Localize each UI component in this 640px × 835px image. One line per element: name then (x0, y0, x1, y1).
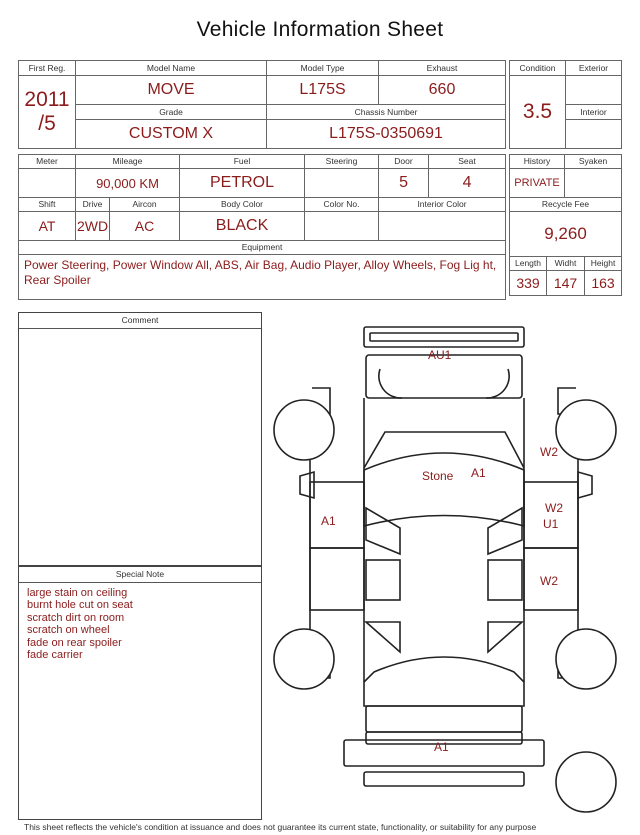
condition-score: 3.5 (510, 76, 566, 149)
mark-right-rear: W2 (540, 574, 558, 588)
comment-text (19, 329, 261, 337)
door-value: 5 (379, 169, 429, 198)
spec-table (18, 60, 506, 300)
rear-hatch-outline (364, 657, 524, 706)
special-note-item: fade carrier (27, 649, 83, 662)
fuel-value: PETROL (180, 169, 305, 198)
length-label: Length (510, 257, 547, 271)
mark-right-door-b: U1 (543, 517, 559, 531)
color-no-label: Color No. (305, 198, 379, 212)
special-note-item: scratch dirt on room (27, 611, 125, 624)
history-value: PRIVATE (510, 169, 565, 198)
special-note-item: scratch on wheel (27, 624, 110, 637)
mark-right-door-a: W2 (545, 501, 563, 515)
special-note-item: fade on rear spoiler (27, 636, 122, 649)
interior-color-value (379, 212, 506, 241)
color-no-value (305, 212, 379, 241)
length-value: 339 (510, 271, 547, 296)
special-note-item: burnt hole cut on seat (27, 599, 133, 612)
drive-label: Drive (76, 198, 110, 212)
disclaimer-footer: This sheet reflects the vehicle's condition at issuance and does not guarantee its current state, functionality, or suitability for any purpose (24, 822, 537, 832)
first-reg-year: 2011 (24, 88, 70, 111)
body-color-value: BLACK (180, 212, 305, 241)
mileage-value: 90,000 KM (76, 169, 180, 198)
width-value: 147 (547, 271, 585, 296)
mark-front: AU1 (428, 348, 452, 362)
syaken-label: Syaken (565, 155, 622, 169)
seat-value: 4 (429, 169, 506, 198)
comment-box (18, 312, 262, 566)
mark-roof-stone: Stone (422, 469, 454, 483)
exterior-value (566, 76, 622, 105)
door-label: Door (379, 155, 429, 169)
fuel-label: Fuel (180, 155, 305, 169)
equipment-value: Power Steering, Power Window All, ABS, Air Bag, Audio Player, Alloy Wheels, Fog Lig ht, Rear Spoiler (19, 255, 506, 300)
page-title: Vehicle Information Sheet (196, 18, 444, 41)
special-note-item: large stain on ceiling (27, 587, 128, 599)
shift-value: AT (19, 212, 76, 241)
interior-color-label: Interior Color (379, 198, 506, 212)
rear-right-wheel (556, 629, 616, 689)
condition-label: Condition (510, 61, 566, 76)
first-reg-label: First Reg. (19, 61, 76, 76)
special-note-list (19, 583, 261, 665)
model-name-label: Model Name (76, 61, 267, 76)
exterior-label: Exterior (566, 61, 622, 76)
roof-outline (364, 453, 524, 526)
history-label: History (510, 155, 565, 169)
height-label: Height (585, 257, 622, 271)
special-note-label: Special Note (19, 567, 261, 583)
syaken-value (565, 169, 622, 198)
width-label: Widht (547, 257, 585, 271)
first-reg-month: /5 (38, 112, 56, 135)
mark-left-side: A1 (321, 514, 336, 528)
exhaust-label: Exhaust (379, 61, 506, 76)
meter-value (19, 169, 76, 198)
special-note-box (18, 566, 262, 820)
grade-value: CUSTOM X (76, 120, 267, 149)
interior-label: Interior (566, 105, 622, 120)
interior-value (566, 120, 622, 149)
mark-right-front: W2 (540, 445, 558, 459)
front-right-wheel (556, 400, 616, 460)
rear-left-wheel (274, 629, 334, 689)
chassis-number-label: Chassis Number (267, 105, 506, 120)
mark-roof: A1 (471, 466, 486, 480)
model-name-value: MOVE (76, 76, 267, 105)
front-bumper-outline (364, 327, 524, 347)
model-type-value: L175S (267, 76, 379, 105)
chassis-number-value: L175S-0350691 (267, 120, 506, 149)
condition-table (509, 60, 622, 149)
comment-label: Comment (19, 313, 261, 329)
drive-value: 2WD (76, 212, 110, 241)
mileage-label: Mileage (76, 155, 180, 169)
spare-wheel (556, 752, 616, 812)
body-color-label: Body Color (180, 198, 305, 212)
equipment-label: Equipment (19, 241, 506, 255)
exhaust-value: 660 (379, 76, 506, 105)
first-reg-value (19, 76, 76, 149)
meter-label: Meter (19, 155, 76, 169)
shift-label: Shift (19, 198, 76, 212)
mark-rear: A1 (434, 740, 449, 754)
history-table (509, 154, 622, 296)
windshield-outline (364, 432, 524, 468)
steering-label: Steering (305, 155, 379, 169)
recycle-fee-value: 9,260 (510, 212, 622, 257)
seat-label: Seat (429, 155, 506, 169)
aircon-value: AC (110, 212, 180, 241)
height-value: 163 (585, 271, 622, 296)
vehicle-damage-diagram (270, 322, 622, 818)
grade-label: Grade (76, 105, 267, 120)
model-type-label: Model Type (267, 61, 379, 76)
steering-value (305, 169, 379, 198)
recycle-fee-label: Recycle Fee (510, 198, 622, 212)
aircon-label: Aircon (110, 198, 180, 212)
front-left-wheel (274, 400, 334, 460)
